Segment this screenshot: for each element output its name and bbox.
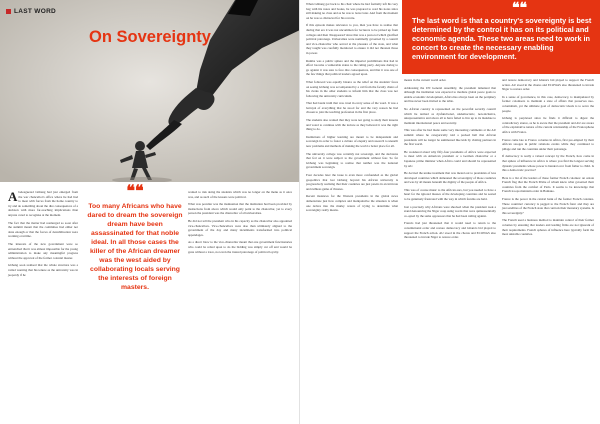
- section-square-icon: [6, 9, 11, 14]
- paragraph: What followed was equally bizarre as the relief on the students' faces on seeing Gbhang was accompanied by a call from the faculty chairs of his clerks in the other students to inform him that the class was not following the university curriculum.: [306, 79, 398, 98]
- paragraph: means in the current world order.: [404, 78, 447, 82]
- left-column-1: [8, 190, 78, 277]
- right-column-3: [502, 78, 594, 237]
- paragraph: The students also wanted that they were not going to study their lessons and voted to continue with the lecture as they believed it was the right thing to do.: [306, 118, 398, 132]
- paragraph: France came late to Franco colonies in Africa, first pre-empted by their African stooges in public relations events while they continued to pillage and run the countries under their patronage.: [502, 137, 594, 151]
- paragraph: Francis had just threatened that it would need to return to the constitutional order and restore democracy and Ghana's bid played to support the French action. AU stood in the chorus and ECOWAS also threatened to invade Niger to restore order.: [404, 221, 496, 240]
- pull-quote: [86, 183, 184, 292]
- paragraph: The university college was certainly not sovereign, and the decisions that fed on it were subject to the government without fear. So far Gbhang was beginning to realise that neither was the national government sovereign.: [306, 151, 398, 170]
- left-column-3: [188, 190, 292, 254]
- paragraph: Gbhang is perplexed since he finds it difficult to digest the contradictory stance, as he is aware that the president and AU are aware of the exploitative nature of the current relationship of the Francophone Africa with France.: [502, 116, 594, 134]
- paragraph: Institutions of higher learning are meant to be independent and sovereign in order to foster a culture of enquiry and research to unearth new problems and methods of making the world a better place for all.: [306, 134, 398, 149]
- paragraph-text: beleaguered Gbhang had just emerged from the war chancellor's office where he had had to meet with forces from the home country to try and do something about the dire consequences of a decision with more far-reaching implications than anyone cared to recognise at the moment.: [8, 190, 78, 217]
- paragraph: [8, 190, 78, 218]
- right-column-1: [306, 2, 398, 213]
- article-headline: On Sovereignty: [89, 28, 211, 46]
- paragraph: If democracy is really a valued concept by the French, how come in that sphere of influence in Africa is where you find the longest serving dynastic presidents whose power is handed over from father to child. Is this a democratic practice?: [502, 154, 594, 173]
- paragraph: In a sense of governance, in this case, democracy, is manipulated by former colonisers to maintain a state of affairs that preserves neo-colonialism, yet the ultimate goal of democratic ideals is to serve the people.: [502, 94, 594, 113]
- paragraph: This was of course music to the African ears, but you needed to have a heart for the ignored masses of the developing countries and be seated to be genuinely frustrated with the way in which forums are held.: [404, 187, 496, 202]
- section-tag-label: LAST WORD: [14, 8, 57, 15]
- paragraph: If this episode makes relevance to you, then you have to realise that during that era it was not uncommon for lecturers to be picked up from colleges and then 'disappeared' since that was a protocol which glorified political patronage. Universities were nominally governed by a council and vice-chancellor who served at the pleasure of the state, and what they taught was carefully monitored to ensure it did not threaten those in power.: [306, 23, 398, 55]
- callout-text: The last word is that a country's sovereignty is best determined by the control it has on its political and economic agenda. These two areas need to work in concert to create the necessary enabling environment for development.: [412, 16, 592, 62]
- quote-mark-icon: ❝❝: [512, 0, 528, 15]
- paragraph: Here is a list of the leaders of these former French colonies: an ornate French flag that the French Prime of whom knew what governed their countries from the comfort of Paris. It seems to be knowledge that French troops maintain order in Bamako.: [502, 175, 594, 194]
- paragraph: He decried the undue treatment that was meted out to presidents of less developed countries which demeaned the sovereignty of those countries and was by all means beneath the dignity of the people of Africa.: [404, 171, 496, 185]
- paragraph: He did not tell the president who in his capacity as the chancellor also appointed vice-chancellors. Vice-chancellors were also then ultimately aligned to the government of the day and many incumbents transformed into political appendages.: [188, 218, 292, 237]
- quote-mark-icon: ❝❝: [126, 183, 144, 200]
- paragraph: Rumba was a public sphere and the imperial prohibitions that had in effect become a vulnerable status to the ruling party. Anyone daring to go against it was sure to face dire consequences, and that it was one of the few things that political leaders agreed upon.: [306, 58, 398, 77]
- paragraph: The fact that the matter had reemerged so soon after the summit meant that the committee had either not done enough or that the forces of destabilisation were working overtime.: [8, 220, 78, 239]
- paragraph: Gbhang soon realised that the whole structure was a veiled warning that his tenure as the university was in jeopardy if he: [8, 263, 78, 277]
- paragraph: That had latent truth that was cruel in every sense of the word. It was a betrayal of everything that he stood for and the very reason he had chosen to join the teaching profession in the first place.: [306, 101, 398, 115]
- paragraph: and restore democracy and Ghana's bid played to support the French action. AU stood in the chorus and ECOWAS also threatened to invade Niger to restore order.: [502, 78, 594, 92]
- right-page: [300, 0, 600, 424]
- pull-quote-text: Too many Africans who have dared to dream the sovereign dream have been assassinated for that noble ideal. In all those cases the killer of the African dreamer was the west aided by collaborating locals serving the interests of foreign masters.: [87, 203, 183, 291]
- paragraph: No African country is represented on the powerful security council which he termed as dysfunctional, undemocratic, non-inclusive, unrepresentative and above all to have failed to live up to its mandate to maintain international peace and security.: [404, 106, 496, 125]
- paragraph: The French used a business method to maintain control of their former colonies by ensuring that leaders and leading firms are not ignorant of their requirements. French spheres of influence here typically form the most unstable countries.: [502, 218, 594, 237]
- paragraph: What was peculiar was the insinuation that the institution had been provided by instructions from above which would only point to the chancellor, yet to every person the president was the chancellor of all universities.: [188, 202, 292, 216]
- paragraph: He wondered aloud why fifty-four presidents of Africa were expected to meet with an American president or a German chancellor or a Japanese prime minister when Africa could and should be represented by AU.: [404, 149, 496, 168]
- paragraph: Recent instances for the Western presidents in the global news demonstrate just how complex and manipulative the situation is when one delves into the murky waters of trying to determine what sovereignty really means.: [306, 194, 398, 213]
- paragraph: wanted to risk doing the students which was no longer on the menu as it once was, and as such of the lessons were political.: [188, 190, 292, 199]
- paragraph: As a direct blow to the vice-chancellor meant that one government functionaries who could be relied upon to do the bidding was simply cut off and would be gone without a trace, not even the trusted patronage of political loyalty.: [188, 240, 292, 254]
- drop-cap: A: [8, 189, 18, 204]
- paragraph: Four decades later the issue is even more confounded as the global geopolitics that lost Gbhang beyond his African university is progressively realising that their countries are just pawns in an intricate and ruthless game of thrones.: [306, 173, 398, 191]
- paragraph: When Gbhang got back to his chair where he had formally left his very bag with his notes and books, he was prepared to read his notes since still making no class and as he was to leave later. And from the moment on he was so distracted for his reverie.: [306, 2, 398, 20]
- callout-box: [402, 0, 600, 74]
- paragraph: France is the power in the central bank of the former French colonies. These countries' currency is pegged to the French franc and they are just satellites of the French state that controls their monetary systems. Is this sovereignty?: [502, 197, 594, 215]
- hero-illustration: [0, 0, 300, 182]
- paragraph: This was after he had made some very interesting comments at the AU summit where he categorically told a packed hall that African presidents will no longer be summoned like kids by visiting partners in the first world.: [404, 128, 496, 147]
- paragraph: Addressing the UN General Assembly, the president lamented that although the institution was expected to mediate global peace goals to enable economic development, Africa has always been on the periphery and has never been invited to the table.: [404, 85, 496, 104]
- section-tag: [6, 8, 56, 15]
- right-column-2: [404, 78, 496, 240]
- paragraph: The interests of the new government were so entrenched that it was almost impossible for the young administration to make any meaningful progress without the approval of the former colonial master.: [8, 241, 78, 260]
- paragraph: Just a precisely why Africans were shocked when the president took a stand denouncing the Niger coup using words that were quintessentially co-opted by the same oppressors that he had been railing against.: [404, 204, 496, 218]
